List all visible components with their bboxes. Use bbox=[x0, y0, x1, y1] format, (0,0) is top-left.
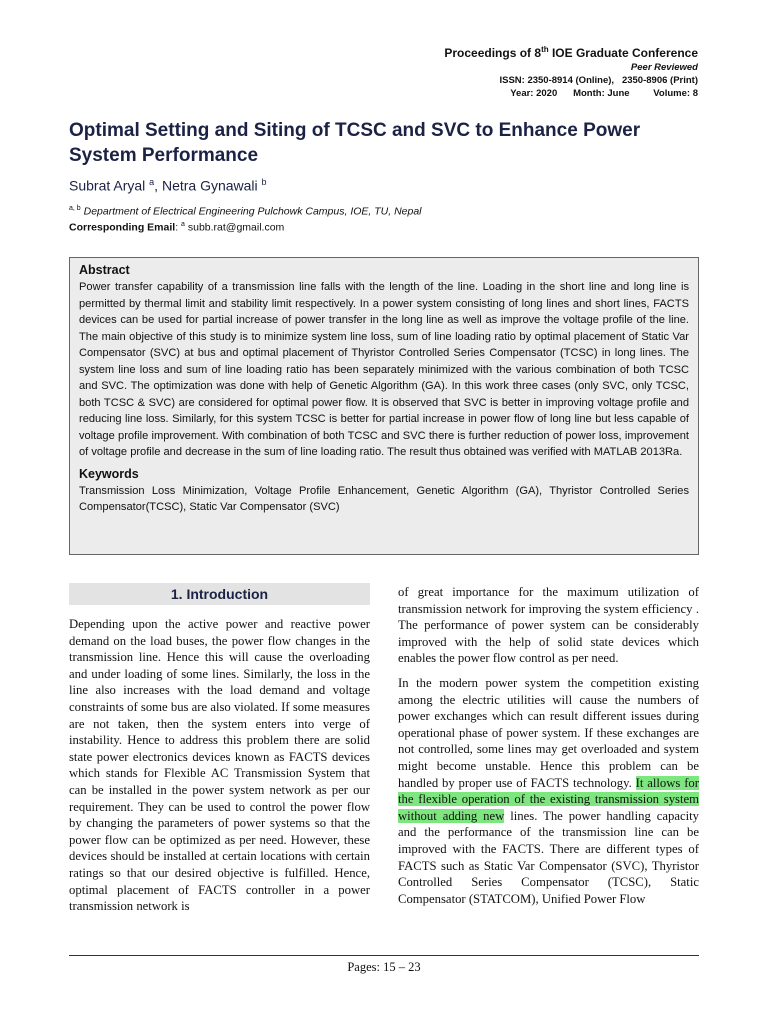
paragraph-text: In the modern power system the competition existing among the electric utilities will cause the numbers of power exchanges which can result different issues during operational phase of power system. If these exchanges are not controlled, some lines may get overloaded and system might become unstable. Hence this problem can be handled by proper use of FACTS technology. bbox=[398, 675, 699, 790]
year-month-volume-line: Year: 2020 Month: June Volume: 8 bbox=[510, 88, 698, 99]
left-column bbox=[69, 583, 370, 915]
paragraph-text: lines. The power handling capacity and the performance of the transmission line can be improved with the FACTS. There are different types of FACTS such as Static Var Compensator (SVC), Thyristor Controlled Series Compensator (TCSC), Static Compensator (STATCOM), Unified Power Flow bbox=[398, 808, 699, 906]
body-paragraph bbox=[398, 675, 699, 907]
journal-header bbox=[444, 42, 698, 100]
proceedings-text: Proceedings of 8 bbox=[444, 46, 542, 60]
proceedings-text-end: IOE Graduate Conference bbox=[548, 46, 698, 60]
author-line bbox=[69, 177, 267, 194]
affiliation-mark: a, b bbox=[69, 205, 81, 212]
corresponding-email-line bbox=[69, 221, 284, 234]
author-affil-mark: b bbox=[261, 177, 267, 187]
page-range-footer: Pages: 15 – 23 bbox=[347, 960, 421, 974]
body-paragraph: of great importance for the maximum utilization of transmission network for improving the system efficiency . The performance of power system can be considerably improved with the help of solid state devices which enables the power flow control as per need. bbox=[398, 585, 699, 666]
keywords-heading: Keywords bbox=[79, 466, 139, 481]
author-name: Netra Gynawali bbox=[161, 177, 258, 194]
keywords-text: Transmission Loss Minimization, Voltage Profile Enhancement, Genetic Algorithm (GA), Thyristor Controlled Series Compensator(TCSC), Static Var Compensator (SVC) bbox=[79, 484, 689, 513]
introduction-paragraph: Depending upon the active power and reactive power demand on the load buses, the power flow changes in the transmission line. Hence this will cause the overloading and under loading of some lines. Similarly, the loss in the line also increases with the load demand and voltage constraints of some bus are also violated. If some measures are not taken, then the system enters into verge of instability. Hence to address this problem there are solid state power electronics devices known as FACTS devices which stands for Flexible AC Transmission System that can be installed in the power system network as per our requirement. They can be used to control the power flow by changing the parameters of power systems so that the power flow can be optimized as per need. However, these devices should be installed at certain locations with certain ratings so that our desired objective is fulfilled. Hence, optimal placement of FACTS controller in a power transmission network is bbox=[69, 617, 370, 914]
right-column bbox=[398, 584, 699, 907]
footer-divider bbox=[69, 955, 699, 956]
proceedings-line bbox=[444, 42, 698, 61]
introduction-heading: 1. Introduction bbox=[69, 583, 370, 605]
abstract-box bbox=[69, 257, 699, 555]
email-separator: : bbox=[175, 221, 182, 234]
email-address: subb.rat@gmail.com bbox=[187, 221, 285, 234]
proceedings-ordinal: th bbox=[541, 45, 549, 54]
author-separator: , bbox=[154, 177, 162, 194]
author-affil-mark: a bbox=[149, 177, 155, 187]
peer-reviewed-label: Peer Reviewed bbox=[630, 62, 698, 73]
issn-line: ISSN: 2350-8914 (Online), 2350-8906 (Print) bbox=[499, 75, 698, 86]
affiliation-line bbox=[69, 205, 422, 218]
email-mark: a bbox=[181, 221, 185, 228]
highlighted-text: It allows for the flexible operation of the existing transmission system without adding new bbox=[398, 775, 700, 823]
email-label: Corresponding Email bbox=[69, 221, 176, 234]
abstract-heading: Abstract bbox=[79, 263, 130, 277]
affiliation-text: Department of Electrical Engineering Pulchowk Campus, IOE, TU, Nepal bbox=[83, 205, 422, 218]
abstract-text: Power transfer capability of a transmission line falls with the length of the line. Loading in the short line and long line is permitted by thermal limit and stability limit respectively. In a power system consisting of long lines and short lines, FACTS devices can be used for partial increase of power transfer in the long line as well as improve the voltage profile of the line. The main objective of this study is to minimize system line loss, sum of line loading ratio by optimal placement of Static Var Compensator (SVC) at bus and optimal placement of Thyristor Controlled Series Compensator (TCSC) in long lines. The system line loss and sum of line loading ratio has been separately minimized with the various combination of both TCSC and SVC. The optimization was done with help of Genetic Algorithm (GA). In this work three cases (only SVC, only TCSC, both TCSC & SVC) are considered for optimal power flow. It is observed that SVC is better in improving voltage profile and reducing line loss. Similarly, for this system TCSC is better for partial increase in power flow of long line but less capable of voltage profile improvement. With combination of both TCSC and SVC there is further reduction of power loss, improvement of voltage profile and decrease in the sum of line loading ratio. The result thus obtained was verified with MATLAB 2013Ra. bbox=[79, 281, 689, 458]
paper-title: Optimal Setting and Siting of TCSC and SVC to Enhance Power System Performance bbox=[69, 120, 641, 166]
author-name: Subrat Aryal bbox=[69, 177, 146, 194]
